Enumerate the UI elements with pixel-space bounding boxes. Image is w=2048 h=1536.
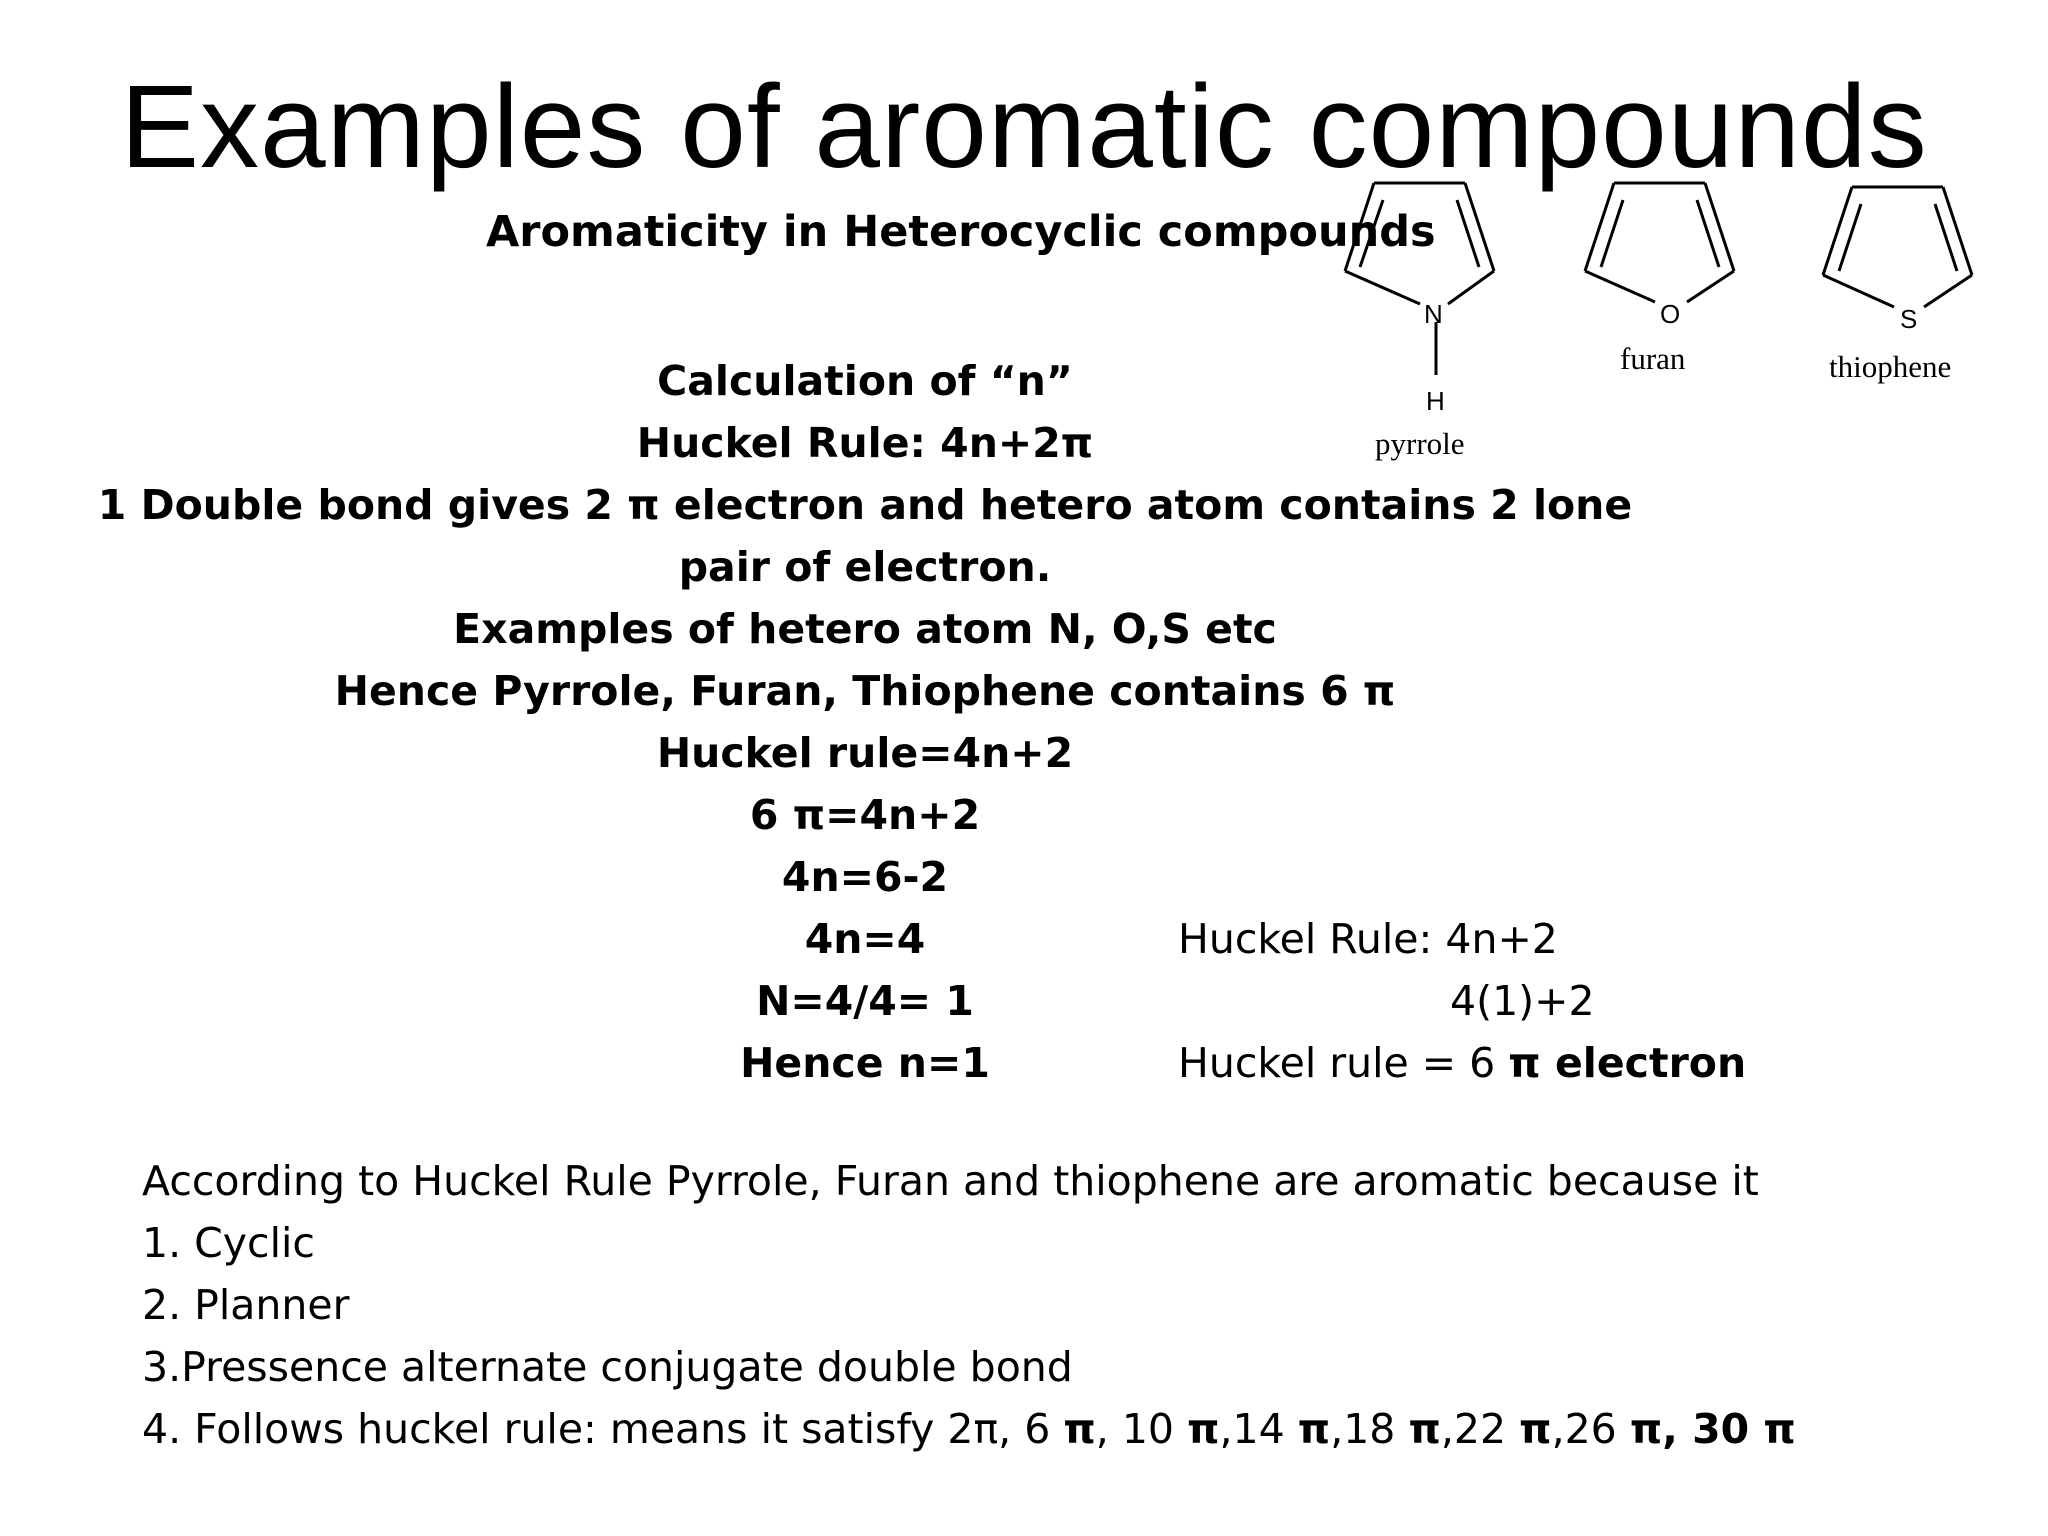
calculation-step: 4n=6-2 xyxy=(781,853,949,901)
rule-summary-substitution: 4(1)+2 xyxy=(1450,977,1595,1025)
pyrrole-structure xyxy=(1345,183,1494,375)
pi-separator: , 10 xyxy=(1095,1405,1188,1453)
conclusion-intro: According to Huckel Rule Pyrrole, Furan and thiophene are aromatic because it xyxy=(142,1157,1759,1205)
slide-subtitle: Aromaticity in Heterocyclic compounds xyxy=(486,207,1436,257)
conclusion-item: 3.Pressence alternate conjugate double bond xyxy=(142,1343,1073,1391)
conclusion-item: 2. Planner xyxy=(142,1281,350,1329)
pi-symbol: π, xyxy=(1629,1405,1678,1453)
huckel-rule-summary xyxy=(1178,908,1746,1094)
rule-summary-line: Huckel Rule: 4n+2 xyxy=(1178,915,1558,963)
calculation-step: Hence n=1 xyxy=(740,1039,990,1087)
calculation-step: N=4/4= 1 xyxy=(756,977,974,1025)
furan-label: furan xyxy=(1620,341,1686,376)
pi-symbol: π xyxy=(1063,1405,1096,1453)
pi-separator: ,18 xyxy=(1330,1405,1409,1453)
thiophene-sulfur-label: S xyxy=(1900,304,1918,334)
calculation-step: Huckel rule=4n+2 xyxy=(656,729,1074,777)
furan-oxygen-label: O xyxy=(1660,299,1681,329)
pi-symbol: π xyxy=(1408,1405,1441,1453)
pyrrole-label: pyrrole xyxy=(1375,426,1465,461)
calculation-step: 4n=4 xyxy=(804,915,926,963)
pi-symbol: π xyxy=(1297,1405,1331,1453)
pi-electron-statement: Hence Pyrrole, Furan, Thiophene contains 6 π xyxy=(334,667,1396,715)
pi-last-value: 30 π xyxy=(1677,1405,1796,1453)
hetero-atom-examples: Examples of hetero atom N, O,S etc xyxy=(453,605,1277,653)
pi-symbol: π xyxy=(1519,1405,1552,1453)
slide-title: Examples of aromatic compounds xyxy=(120,61,1928,193)
furan-structure xyxy=(1585,183,1734,302)
item4-prefix: 4. Follows huckel rule: means it satisfy 2π, 6 xyxy=(142,1405,1064,1453)
pi-separator: ,26 xyxy=(1551,1405,1630,1453)
pyrrole-nitrogen-label: N xyxy=(1424,299,1443,329)
thiophene-structure xyxy=(1823,187,1972,307)
rule-summary-result-bold: π electron xyxy=(1508,1039,1747,1087)
rule-summary-result-prefix: Huckel rule = 6 xyxy=(1178,1039,1509,1087)
calculation-step: 6 π=4n+2 xyxy=(749,791,981,839)
conclusion-item xyxy=(142,1398,1796,1460)
conclusion-block xyxy=(142,1150,1796,1460)
pyrrole-hydrogen-label: H xyxy=(1426,386,1445,416)
double-bond-statement: 1 Double bond gives 2 π electron and hetero atom contains 2 lone pair of electron. xyxy=(97,481,1633,591)
conclusion-item: 1. Cyclic xyxy=(142,1219,315,1267)
huckel-rule-formula: Huckel Rule: 4n+2π xyxy=(636,419,1094,467)
pi-separator: ,22 xyxy=(1440,1405,1520,1453)
pi-separator: ,14 xyxy=(1219,1405,1298,1453)
thiophene-label: thiophene xyxy=(1829,349,1952,384)
calculation-heading: Calculation of “n” xyxy=(657,357,1073,405)
pi-symbol: π xyxy=(1187,1405,1220,1453)
rule-summary-result xyxy=(1178,1032,1746,1094)
